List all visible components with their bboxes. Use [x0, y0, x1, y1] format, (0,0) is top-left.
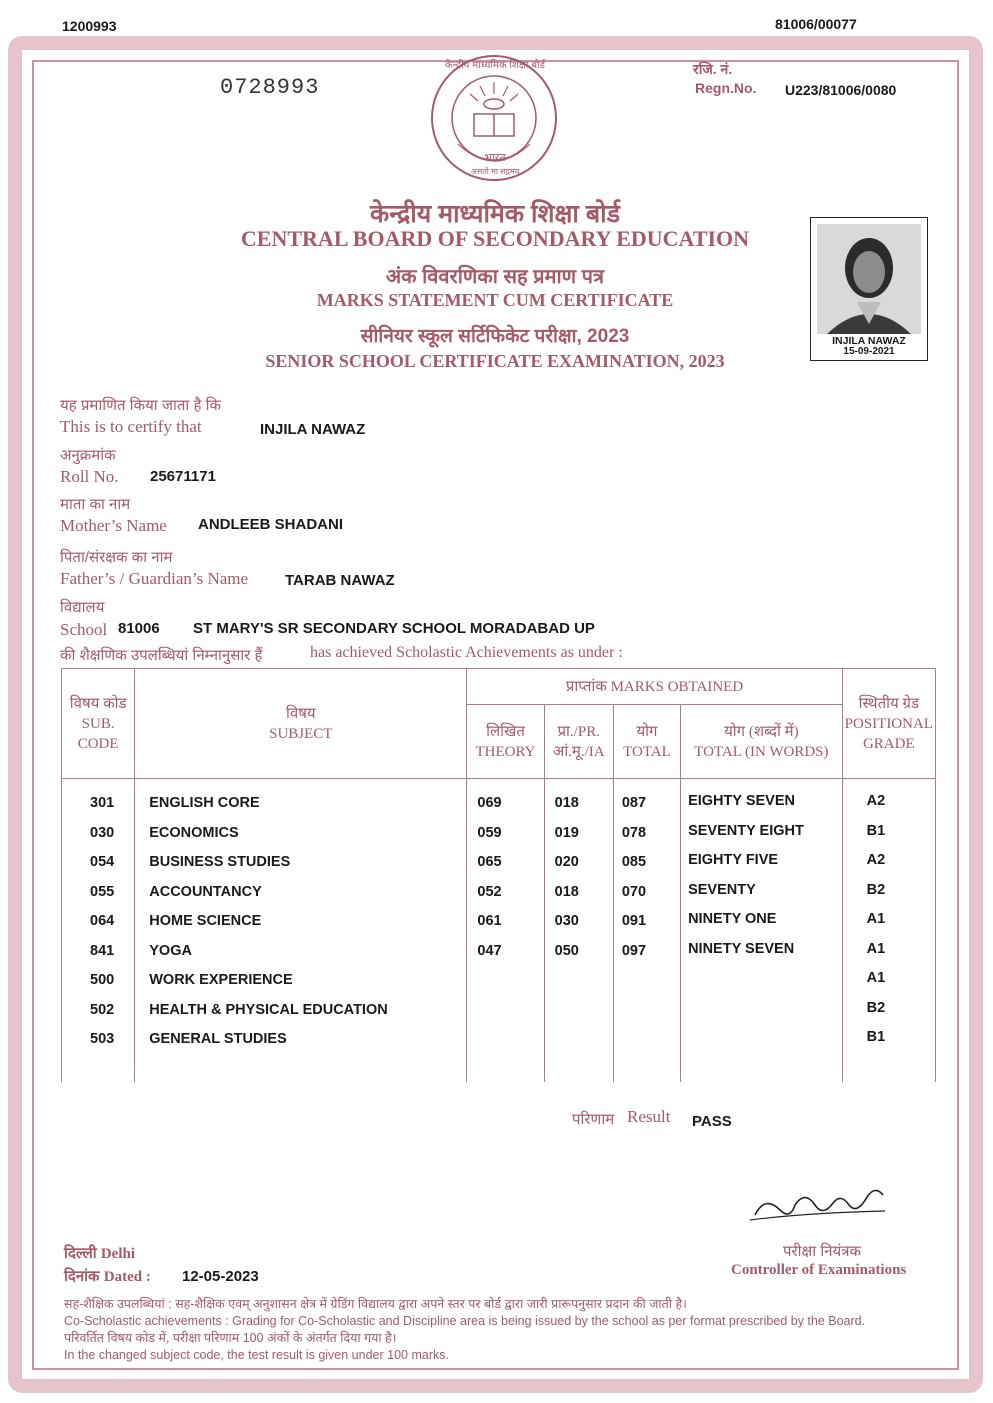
header-sub-code-en2: CODE [77, 735, 119, 752]
table-cell-total: 070 [621, 883, 647, 900]
table-cell-words: NINETY SEVEN [688, 940, 795, 957]
table-cell-words: EIGHTY FIVE [688, 852, 779, 868]
table-cell-grade: A1 [866, 970, 886, 986]
table-cell-total: 087 [621, 795, 647, 811]
table-cell-grade: B2 [866, 999, 886, 1016]
note1-english: Co-Scholastic achievements : Grading for Co-Scholastic and Discipline area is being issued by the school as per format prescribed by the Board. [64, 1314, 866, 1328]
date-label-hi: दिनांक [64, 1268, 100, 1285]
emblem-motto: असतो मा सद्गमय [470, 167, 520, 176]
header-words-hi: योग (शब्दों में) [724, 723, 799, 740]
doc-title-hindi: अंक विवरणिका सह प्रमाण पत्र [385, 266, 605, 288]
column-total [613, 779, 680, 1083]
top-left-number: 1200993 [62, 18, 117, 34]
school-code: 81006 [118, 620, 160, 637]
result-label-en: Result [627, 1107, 671, 1126]
header-total-words [681, 705, 843, 779]
header-sub-code [62, 669, 135, 779]
header-words-en: TOTAL (IN WORDS) [694, 743, 829, 760]
photo-caption-name: INJILA NAWAZ [832, 335, 906, 347]
table-cell-pr: 018 [554, 883, 579, 900]
table-cell-subject: HOME SCIENCE [149, 913, 262, 929]
column-practical [544, 779, 613, 1083]
place-label [64, 1243, 135, 1263]
header-practical [544, 705, 613, 779]
header-total-en: TOTAL [623, 743, 671, 760]
header-sub-code-en1: SUB. [81, 715, 115, 732]
table-cell-code: 064 [90, 913, 115, 929]
table-cell-code: 841 [90, 942, 115, 959]
mother-name: ANDLEEB SHADANI [198, 516, 344, 533]
table-cell-words: NINETY ONE [688, 911, 777, 927]
table-cell-grade: A1 [866, 940, 886, 957]
certify-label-en: This is to certify that [60, 417, 202, 436]
place-label-hi: दिल्ली [64, 1245, 97, 1262]
result-label-hi: परिणाम [572, 1111, 615, 1128]
table-cell-pr: 030 [554, 913, 579, 929]
table-cell-pr: 019 [554, 824, 579, 841]
header-pr-hi: प्रा./PR. [557, 723, 600, 740]
student-name: INJILA NAWAZ [260, 421, 366, 438]
table-cell-subject: ECONOMICS [149, 824, 239, 841]
table-cell-subject: GENERAL STUDIES [149, 1031, 287, 1047]
note2-hindi: परिवर्तित विषय कोड में, परीक्षा परिणाम 100 अंकों के अंतर्गत दिया गया है। [64, 1331, 397, 1345]
school-label-hi: विद्यालय [60, 599, 105, 616]
header-sub-code-hi: विषय कोड [69, 695, 127, 712]
father-name: TARAB NAWAZ [285, 572, 395, 589]
emblem-top-text: केन्द्रीय माध्यमिक शिक्षा बोर्ड [445, 60, 545, 71]
table-cell-total: 097 [621, 942, 647, 959]
table-cell-code: 500 [90, 972, 115, 988]
father-label-hi: पिता/संरक्षक का नाम [60, 549, 173, 566]
father-label-en: Father’s / Guardian’s Name [60, 569, 249, 588]
student-photo [810, 217, 928, 361]
regn-value: U223/81006/0080 [785, 82, 897, 98]
table-cell-grade: A2 [866, 793, 886, 809]
table-cell-grade: A2 [866, 852, 886, 868]
controller-label-en: Controller of Examinations [731, 1262, 907, 1278]
mother-label-en: Mother’s Name [60, 516, 167, 535]
table-cell-code: 301 [90, 795, 115, 811]
exam-title-english: SENIOR SCHOOL CERTIFICATE EXAMINATION, 2023 [265, 351, 725, 371]
table-cell-total: 091 [621, 913, 647, 929]
note1-hindi: सह-शैक्षिक उपलब्धियां : सह-शैक्षिक एवम् अनुशासन क्षेत्र में ग्रेडिंग विद्यालय द्वारा अपने स्तर पर बोर्ड द्वारा जारी प्रारूपनुसार प्रदान की जाती है। [64, 1297, 687, 1311]
table-cell-theory: 052 [477, 883, 502, 900]
table-cell-words: SEVENTY [688, 881, 756, 898]
table-cell-subject: ACCOUNTANCY [149, 883, 262, 900]
mother-label-hi: माता का नाम [60, 496, 131, 513]
header-marks-en: MARKS OBTAINED [610, 678, 744, 695]
roll-label-en: Roll No. [60, 467, 119, 486]
roll-label-hi: अनुक्रमांक [60, 447, 116, 464]
header-theory [467, 705, 544, 779]
column-codes [62, 779, 135, 1083]
table-cell-theory: 069 [477, 795, 502, 811]
table-cell-total: 078 [621, 824, 647, 841]
table-cell-subject: HEALTH & PHYSICAL EDUCATION [149, 1001, 388, 1018]
table-cell-pr: 018 [554, 795, 579, 811]
table-cell-subject: WORK EXPERIENCE [149, 972, 293, 988]
achieved-label-hi: की शैक्षणिक उपलब्धियां निम्नानुसार हैं [60, 647, 263, 664]
marks-table [61, 668, 936, 1082]
header-theory-hi: लिखित [486, 723, 525, 740]
table-cell-code: 503 [90, 1031, 115, 1047]
header-theory-en: THEORY [475, 743, 536, 760]
table-cell-grade: B2 [866, 881, 886, 898]
column-grade [842, 779, 935, 1083]
header-subject-hi: विषय [286, 705, 316, 722]
column-subjects [135, 779, 467, 1083]
date-label [64, 1266, 151, 1286]
certify-label-hi: यह प्रमाणित किया जाता है कि [60, 397, 221, 414]
table-cell-theory: 065 [477, 854, 502, 870]
doc-title-english: MARKS STATEMENT CUM CERTIFICATE [316, 290, 674, 310]
header-total-hi: योग [636, 723, 658, 740]
result-value: PASS [692, 1113, 732, 1130]
school-name: ST MARY'S SR SECONDARY SCHOOL MORADABAD UP [193, 620, 595, 637]
header-total [613, 705, 680, 779]
table-cell-grade: B1 [866, 822, 886, 839]
header-subject-en: SUBJECT [269, 725, 333, 742]
table-cell-code: 055 [90, 883, 115, 900]
header-grade-en1: POSITIONAL [844, 715, 933, 732]
regn-label-en: Regn.No. [695, 80, 757, 96]
table-cell-theory: 047 [477, 942, 502, 959]
table-cell-code: 030 [90, 824, 115, 841]
header-marks-hi: प्राप्तांक [565, 678, 607, 695]
header-grade-en2: GRADE [862, 735, 915, 752]
table-cell-code: 054 [90, 854, 115, 870]
controller-signature [745, 1175, 895, 1235]
issue-date: 12-05-2023 [182, 1268, 259, 1285]
footer-notes [64, 1296, 944, 1364]
table-cell-subject: BUSINESS STUDIES [149, 854, 291, 870]
column-total-words [681, 779, 843, 1083]
controller-label-hi: परीक्षा नियंत्रक [783, 1243, 862, 1260]
emblem-bottom-text: भारत [484, 152, 506, 164]
table-cell-words: EIGHTY SEVEN [688, 793, 795, 809]
board-name-hindi: केन्द्रीय माध्यमिक शिक्षा बोर्ड [370, 200, 620, 228]
school-label-en: School [60, 620, 108, 639]
table-cell-total: 085 [621, 854, 647, 870]
student-photo-image [817, 224, 921, 334]
photo-caption-date: 15-09-2021 [843, 346, 895, 357]
table-cell-words: SEVENTY EIGHT [688, 822, 804, 839]
header-marks-obtained [467, 669, 842, 705]
board-name-english: CENTRAL BOARD OF SECONDARY EDUCATION [240, 226, 750, 251]
table-cell-grade: A1 [866, 911, 886, 927]
roll-number: 25671171 [150, 468, 216, 485]
achieved-label-en: has achieved Scholastic Achievements as under : [310, 644, 623, 661]
table-cell-theory: 061 [477, 913, 502, 929]
header-grade-hi: स्थितीय ग्रेड [858, 695, 919, 712]
top-right-number: 81006/00077 [775, 16, 857, 32]
note2-english: In the changed subject code, the test result is given under 100 marks. [64, 1348, 449, 1362]
table-cell-subject: YOGA [149, 942, 192, 959]
header-grade [842, 669, 935, 779]
table-cell-grade: B1 [866, 1029, 886, 1045]
place-label-en: Delhi [100, 1246, 136, 1262]
exam-title-hindi: सीनियर स्कूल सर्टिफिकेट परीक्षा, 2023 [360, 326, 630, 347]
column-theory [467, 779, 544, 1083]
table-cell-pr: 050 [554, 942, 579, 959]
header-pr-en: आं.मू./IA [552, 743, 605, 760]
table-cell-theory: 059 [477, 824, 502, 841]
table-cell-pr: 020 [554, 854, 579, 870]
regn-label-hi: रजि. नं. [693, 61, 733, 77]
table-cell-code: 502 [90, 1001, 115, 1018]
serial-number: 0728993 [220, 75, 320, 100]
table-cell-subject: ENGLISH CORE [149, 795, 260, 811]
header-subject [135, 669, 467, 779]
date-label-en: Dated : [103, 1269, 151, 1285]
